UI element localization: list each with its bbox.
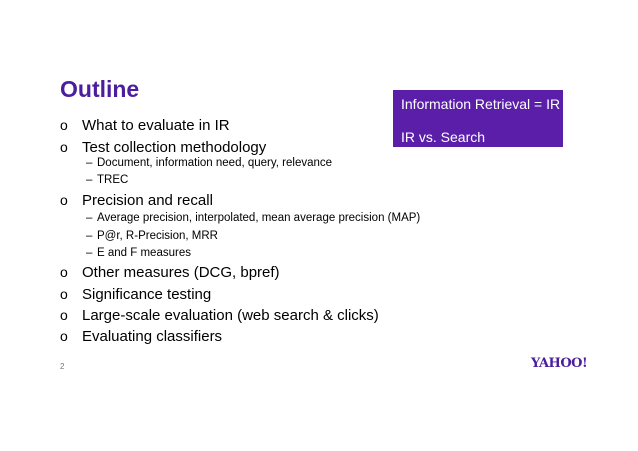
dash-icon: – bbox=[86, 174, 93, 186]
bullet-icon: o bbox=[60, 117, 68, 133]
outline-subitem bbox=[86, 246, 191, 260]
bullet-icon: o bbox=[60, 192, 68, 208]
bullet-icon: o bbox=[60, 286, 68, 302]
outline-subitem-label: P@r, R-Precision, MRR bbox=[97, 230, 218, 242]
outline-subitem-label: TREC bbox=[97, 174, 129, 186]
outline-item-label: Significance testing bbox=[82, 286, 212, 303]
outline-subitem bbox=[86, 229, 218, 243]
bullet-icon: o bbox=[60, 264, 68, 280]
outline-item-label: Test collection methodology bbox=[82, 139, 267, 156]
bullet-icon: o bbox=[60, 328, 68, 344]
dash-icon: – bbox=[86, 212, 93, 224]
outline-subitem bbox=[86, 211, 420, 225]
outline-subitem-label: Document, information need, query, relevance bbox=[97, 157, 333, 169]
outline-subitem bbox=[86, 173, 128, 187]
dash-icon: – bbox=[86, 157, 93, 169]
outline-item-label: Evaluating classifiers bbox=[82, 328, 223, 345]
callout-line-ir-definition: Information Retrieval = IR bbox=[401, 96, 561, 112]
outline-item bbox=[60, 327, 222, 346]
outline-item bbox=[60, 191, 213, 210]
outline-item-label: Precision and recall bbox=[82, 192, 213, 209]
outline-item bbox=[60, 306, 379, 325]
bullet-icon: o bbox=[60, 139, 68, 155]
outline-item-label: Other measures (DCG, bpref) bbox=[82, 264, 280, 281]
dash-icon: – bbox=[86, 247, 93, 259]
outline-item-label: Large-scale evaluation (web search & clicks) bbox=[82, 307, 379, 324]
outline-item bbox=[60, 138, 266, 157]
outline-subitem bbox=[86, 156, 332, 170]
outline-subitem-label: Average precision, interpolated, mean average precision (MAP) bbox=[97, 212, 421, 224]
slide-title: Outline bbox=[60, 76, 140, 102]
page-number: 2 bbox=[60, 362, 65, 371]
callout-line-ir-vs-search: IR vs. Search bbox=[401, 129, 486, 145]
outline-item-label: What to evaluate in IR bbox=[82, 117, 230, 134]
yahoo-logo: YAHOO! bbox=[531, 356, 588, 371]
outline-subitem-label: E and F measures bbox=[97, 247, 191, 259]
outline-item bbox=[60, 116, 230, 135]
outline-item bbox=[60, 263, 280, 282]
bullet-icon: o bbox=[60, 307, 68, 323]
outline-item bbox=[60, 285, 211, 304]
dash-icon: – bbox=[86, 230, 93, 242]
